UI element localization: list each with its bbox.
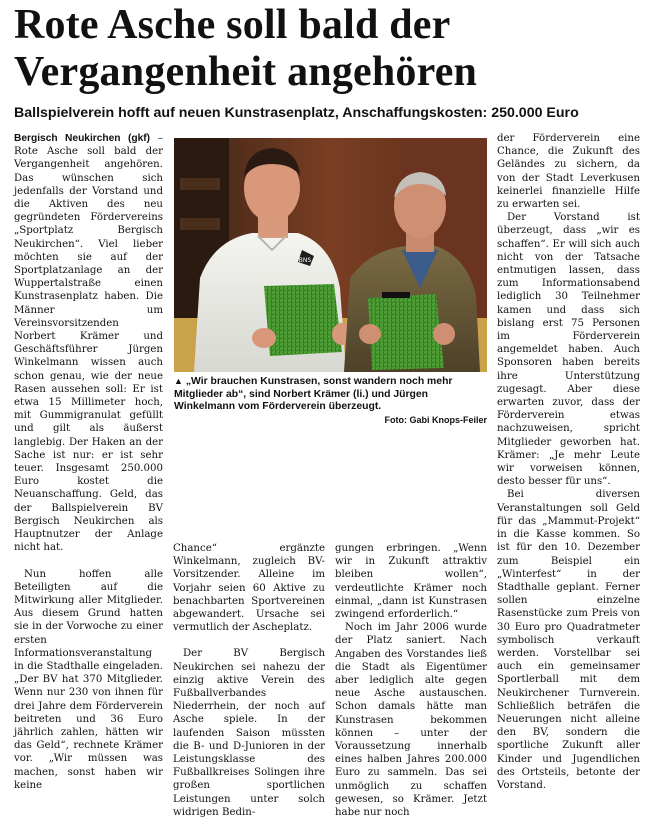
headline-line-2: Vergangenheit angehören bbox=[14, 49, 478, 95]
caption-bullet-icon: ▲ bbox=[174, 376, 183, 386]
paragraph: der Förderverein eine Chance, die Zukunft des Geländes zu sichern, da von der Stadt Leverkusen keinerlei finanzielle Hilfe zu erwarten sei. bbox=[497, 133, 640, 211]
caption-text: „Wir brauchen Kunstrasen, sonst wandern noch mehr Mitglieder ab“, sind Norbert Krämer (li.) und Jürgen Winkelmann vom Förderverein überzeugt. bbox=[174, 376, 453, 412]
paragraph: Nun hoffen alle Beteiligten auf die Mitwirkung aller Mitglieder. Aus diesem Grund hatten sie in der Vorwoche zu einer ersten Informationsveranstaltung in die Stadthalle eingeladen. „Der BV hat 370 Mitglieder. Wenn nur 230 von ihnen für drei Jahre dem Förderverein beitreten und 36 Euro jährlich zahlen, hätten wir das Geld“, rechnete Krämer vor. „Wir müssen was machen, sonst haben wir keine bbox=[14, 568, 163, 791]
article-column-4 bbox=[497, 132, 640, 791]
paragraph: Noch im Jahr 2006 wurde der Platz saniert. Nach Angaben des Vorstandes ließ die Stadt als Eigentümer aber lediglich alte gegen neue Asche austauschen. Schon damals hätte man Kunstrasen bekommen können – unter der Voraussetzung innerhalb eines halben Jahres 200.000 Euro zu sammeln. Das sei unmöglich zu schaffen gewesen, so Krämer. Jetzt habe nur noch bbox=[335, 622, 487, 819]
paragraph: gungen erbringen. „Wenn wir in Zukunft attraktiv bleiben wollen“, verdeutlichte Krämer noch einmal, „dann ist Kunstrasen zwingend erforderlich.“ bbox=[335, 543, 487, 621]
photo-credit: Foto: Gabi Knops-Feiler bbox=[384, 414, 487, 425]
article-column-3 bbox=[335, 542, 487, 819]
paragraph: Der BV Bergisch Neukirchen sei nahezu der einzig aktive Verein des Fußballverbandes Niederrhein, der noch auf Asche spiele. In der laufenden Saison müssten die B- und D-Junioren in der Leistungsklasse des Fußballkreises Solingen ihre großen sportlichen Leistungen unter solch widrigen Bedin- bbox=[173, 648, 325, 818]
headline bbox=[14, 2, 638, 96]
dateline: Bergisch Neukirchen (gkf) bbox=[14, 133, 151, 144]
article-photo bbox=[174, 138, 487, 372]
subheadline: Ballspielverein hofft auf neuen Kunstrasenplatz, Anschaffungskosten: 250.000 Euro bbox=[14, 105, 579, 121]
photo-caption bbox=[174, 375, 487, 426]
article-column-1 bbox=[14, 132, 163, 791]
paragraph-text: – Rote Asche soll bald der Vergangenheit angehören. Das wünschen sich jedenfalls der Vorstand und die Aktiven des neu gegründeten Fördervereins „Sportplatz Bergisch Neukirchen“. Viel lieber möchten sie auf der Sportplatzanlage an der Wuppertalstraße einen Kunstrasenplatz haben. Die Männer um Vereinsvorsitzenden Norbert Krämer und Geschäftsführer Jürgen Winkelmann wissen auch schon genau, wie der neue Rasen aussehen soll: Er ist etwa 15 Millimeter hoch, mit Gummigranulat gefüllt und gilt als äußerst langlebig. Der Haken an der Sache ist nur: er ist sehr teuer. Insgesamt 250.000 Euro kostet die Neuanschaffung. Geld, das der Ballspielverein BV Bergisch Neukirchen als Hauptnutzer der Anlage nicht hat. bbox=[14, 133, 163, 554]
shirt-logo: BNS bbox=[298, 257, 312, 264]
paragraph bbox=[14, 132, 163, 555]
headline-line-1: Rote Asche soll bald der bbox=[14, 2, 451, 48]
paragraph: Der Vorstand ist überzeugt, dass „wir es schaffen“. Er will sich auch nicht von der Tatsache entmutigen lassen, dass zum Informationsabend lediglich 30 Teilnehmer kamen und dass sich bislang erst 75 Personen im Förderverein angemeldet haben. Auch Sponsoren haben bereits ihre Unterstützung zugesagt. Aber diese erwarten zuvor, dass der Förderverein etwas nachzuweisen, spricht Mitglieder geworben hat. Krämer: „Je mehr Leute wir vorweisen können, desto besser für uns“. bbox=[497, 212, 640, 488]
paragraph: Bei diversen Veranstaltungen soll Geld für das „Mammut-Projekt“ in die Kasse kommen. So ist für den 10. Dezember zum Beispiel ein „Winterfest“ in der Stadthalle geplant. Ferner sollen einzelne Rasenstücke zum Preis von 30 Euro pro Quadratmeter symbolisch verkauft werden. Vorstellbar sei auch ein gemeinsamer Sportlerball mit dem Neukirchener Turnverein. Schließlich beträfen die Neuerungen nicht alleine den BV, sondern die sportliche Zukunft aller Kinder und Jugendlichen des Ortsteils, betonte der Vorstand. bbox=[497, 489, 640, 791]
paragraph: Chance“ ergänzte Winkelmann, zugleich BV-Vorsitzender. Alleine im Vorjahr seien 60 Aktive zu benachbarten Sportvereinen abgewandert. Ursache sei vermutlich der Ascheplatz. bbox=[173, 543, 325, 634]
article-column-2 bbox=[173, 542, 325, 818]
